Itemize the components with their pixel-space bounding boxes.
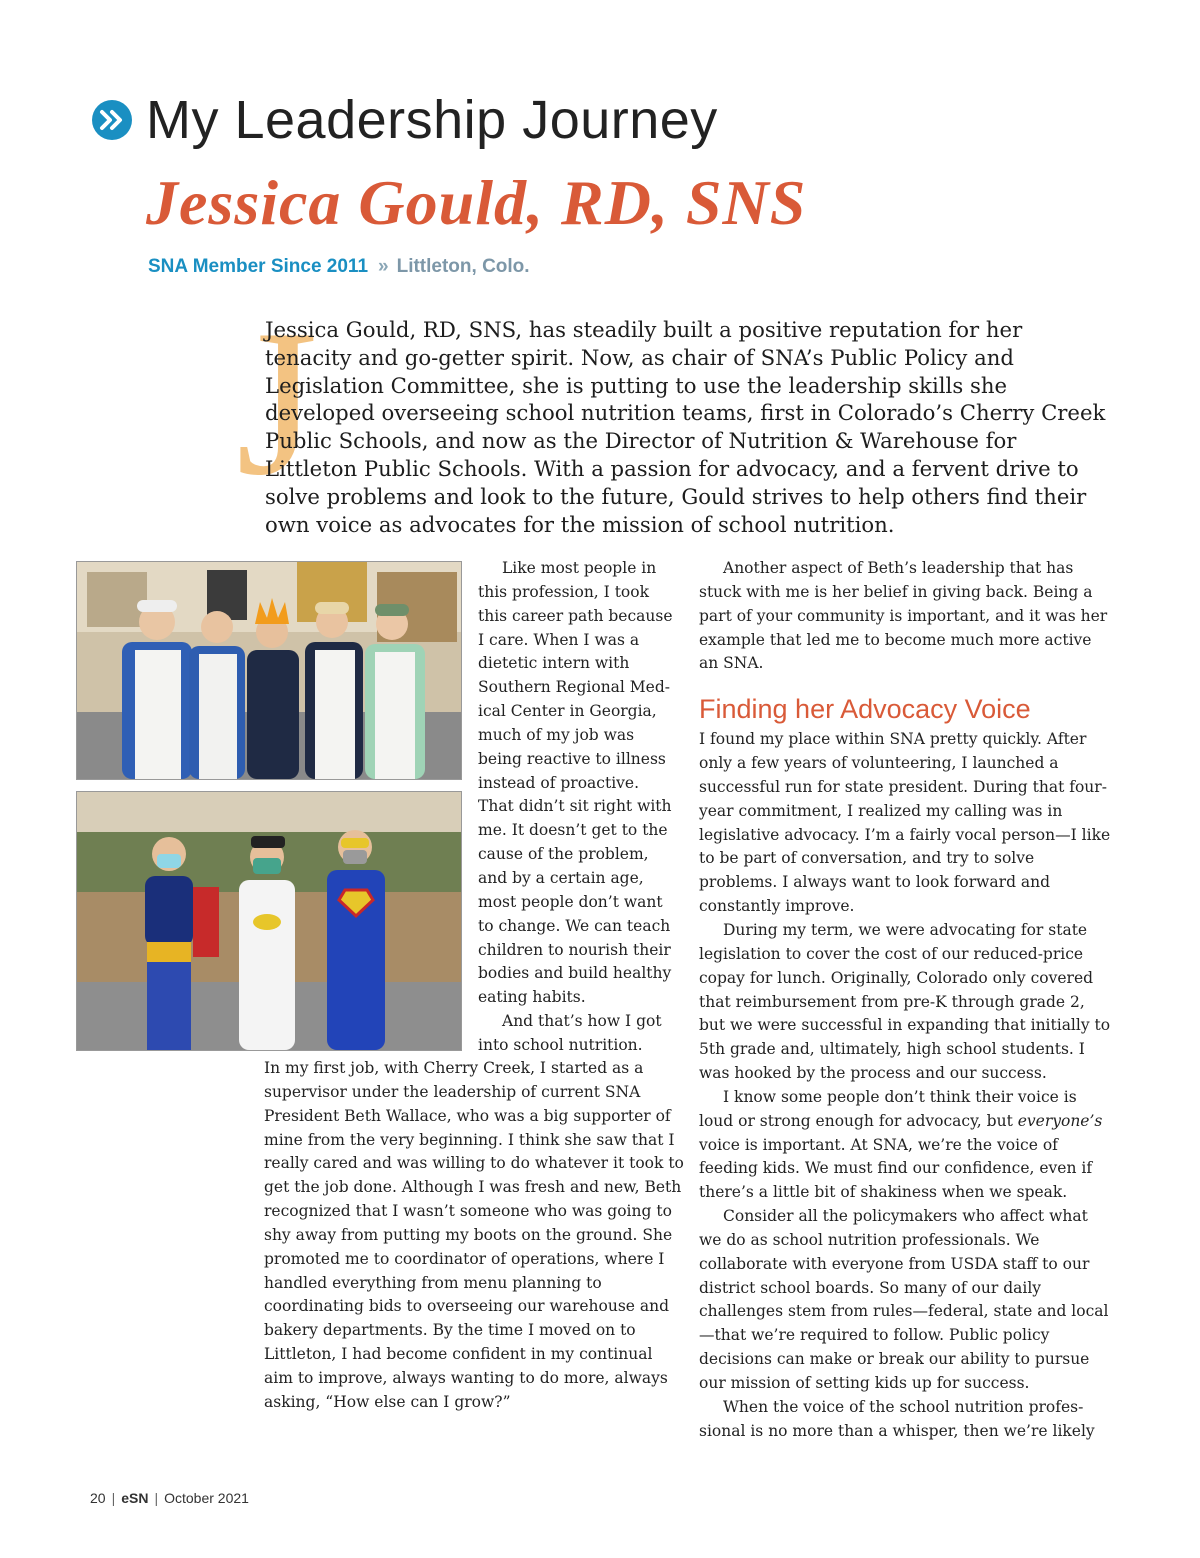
section-header	[92, 88, 718, 152]
member-since: SNA Member Since 2011	[148, 256, 369, 277]
intro-text: Jessica Gould, RD, SNS, has steadily built a positive reputation for her tenacity and go-getter spirit. Now, as chair of SNA’s Public Policy and Legislation Committee, she is putting to use the leadership skills she developed overseeing school nutrition teams, first in Colorado’s Cherry Creek Public Schools, and now as the Director of Nutrition & Warehouse for Littleton Public Schools. With a passion for advocacy, and a fervent drive to solve problems and look to the future, Gould strives to help others find their own voice as advocates for the mission of school nutrition.	[265, 317, 1106, 537]
column-c-paragraph-1: Another aspect of Beth’s leadership that has stuck with me is her belief in giving back. Being a part of your community is important, and it was her example that led me to become much more active an SNA.	[699, 559, 1108, 673]
column-c-paragraph-5: Consider all the policymakers who affect what we do as school nutrition professionals. We collaborate with everyone from USDA staff to our district school boards. So many of our daily challenges stem from rules—federal, state and local—that we’re required to follow. Public policy decisions can make or break our ability to pursue our mission of setting kids up for success.	[699, 1207, 1109, 1392]
double-chevron-right-icon	[92, 100, 132, 140]
section-title: My Leadership Journey	[146, 90, 718, 150]
profile-meta	[148, 256, 530, 278]
superhero-team-photo	[76, 791, 462, 1051]
footer-separator-1: |	[111, 1490, 116, 1506]
column-a	[478, 557, 678, 1058]
column-c-paragraph-6: When the voice of the school nutrition professional is no more than a whisper, then we’re likely	[699, 1397, 1095, 1440]
column-b-paragraph-1: In my first job, with Cherry Creek, I started as a supervisor under the leadership of current SNA President Beth Wallace, who was a big supporter of mine from the very beginning. I think she saw that I really cared and was willing to do whatever it took to get the job done. Although I was fresh and new, Beth recognized that I wasn’t someone who was going to shy away from putting my boots on the ground. She promoted me to coordinator of operations, where I handled everything from menu planning to coordinating bids to overseeing our warehouse and bakery departments. By the time I moved on to Littleton, I had become confident in my continual aim to improve, always wanting to do more, always asking, “How else can I grow?”	[264, 1059, 684, 1411]
page-number: 20	[90, 1490, 106, 1506]
column-b	[264, 1057, 684, 1415]
staff-kitchen-photo	[76, 561, 462, 780]
drop-cap: J	[236, 287, 318, 519]
column-c	[699, 557, 1114, 1444]
p4-after: voice is important. At SNA, we’re the voice of feeding kids. We must find our confidence, even if there’s a little bit of shakiness when we speak.	[699, 1135, 1093, 1202]
subheading: Finding her Advocacy Voice	[699, 694, 1031, 725]
profile-name: Jessica Gould, RD, SNS	[146, 167, 807, 238]
column-c-paragraph-3: During my term, we were advocating for state legislation to cover the cost of our reduced-price copay for lunch. Originally, Colorado only covered that reimbursement from pre-K through grade 2, but we were successful in expanding that initially to 5th grade and, ultimately, high school students. I was hooked by the process and our success.	[699, 920, 1111, 1083]
p4-before: I know some people don’t think their voice is loud or strong enough for advocacy, but	[699, 1087, 1077, 1130]
issue-date: October 2021	[164, 1490, 249, 1506]
column-a-paragraph-1: Like most people in this profession, I took this career path because I care. When I was a dietetic intern with Southern Regional Medical Center in Georgia, much of my job was being reactive to illness instead of proactive. That didn’t sit right with me. It doesn’t get to the cause of the problem, and by a certain age, most people don’t want to change. We can teach children to nourish their bodies and build healthy eating habits.	[478, 559, 673, 1007]
column-c-paragraph-2: I found my place within SNA pretty quickly. After only a few years of volunteering, I launched a successful run for state president. During that four-year commitment, I realized my calling was in legislative advocacy. I’m a fairly vocal person—I like to be part of conversation, and try to solve problems. I always want to look forward and constantly improve.	[699, 730, 1111, 916]
magazine-name: eSN	[121, 1490, 149, 1506]
p4-emphasis: everyone’s	[1017, 1111, 1103, 1130]
intro-paragraph	[265, 316, 1115, 538]
page-footer	[90, 1490, 249, 1506]
location: Littleton, Colo.	[396, 256, 530, 277]
footer-separator-2: |	[154, 1490, 159, 1506]
column-a-paragraph-2: And that’s how I got into school nutrition.	[478, 1012, 662, 1054]
column-c-paragraph-4	[699, 1086, 1114, 1205]
meta-separator: »	[378, 256, 389, 277]
